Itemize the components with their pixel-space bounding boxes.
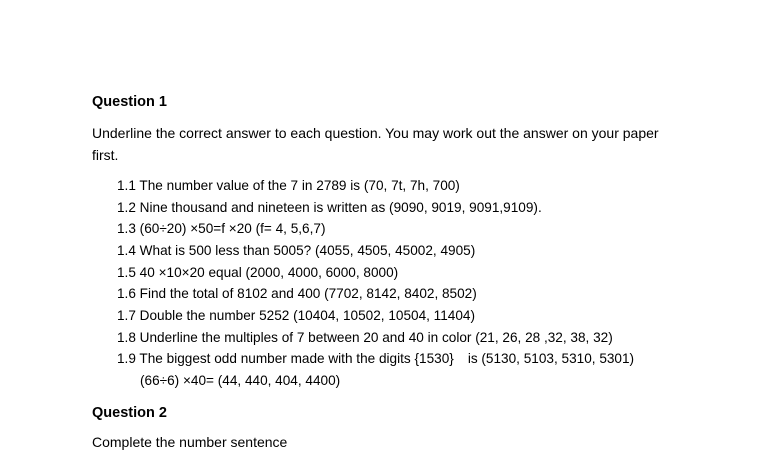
question-item-1-8: 1.8 Underline the multiples of 7 between 20 and 40 in color (21, 26, 28 ,32, 38, 32) bbox=[117, 330, 613, 345]
question-item-1-9-text: 1.9 The biggest odd number made with the digits {1530} bbox=[117, 351, 454, 366]
question-item-1-9 bbox=[117, 350, 634, 368]
question-2-heading: Question 2 bbox=[92, 405, 167, 421]
question-1-heading: Question 1 bbox=[92, 94, 167, 110]
question-item-1-6: 1.6 Find the total of 8102 and 400 (7702, 8142, 8402, 8502) bbox=[117, 286, 477, 301]
question-item-1-9-options: is (5130, 5103, 5310, 5301) bbox=[467, 351, 635, 366]
question-item-1-1: 1.1 The number value of the 7 in 2789 is (70, 7t, 7h, 700) bbox=[117, 178, 460, 193]
question-item-1-4: 1.4 What is 500 less than 5005? (4055, 4505, 45002, 4905) bbox=[117, 243, 476, 258]
question-item-1-9-continuation: (66÷6) ×40= (44, 440, 404, 4400) bbox=[140, 373, 341, 388]
question-2-instruction: Complete the number sentence bbox=[92, 434, 288, 450]
question-1-instruction: Underline the correct answer to each question. You may work out the answer on your paper first. bbox=[92, 125, 659, 163]
question-item-1-2: 1.2 Nine thousand and nineteen is written as (9090, 9019, 9091,9109). bbox=[117, 200, 542, 215]
question-item-1-7: 1.7 Double the number 5252 (10404, 10502, 10504, 11404) bbox=[117, 308, 475, 323]
question-item-1-3: 1.3 (60÷20) ×50=f ×20 (f= 4, 5,6,7) bbox=[117, 221, 326, 236]
question-item-1-5: 1.5 40 ×10×20 equal (2000, 4000, 6000, 8000) bbox=[117, 265, 399, 280]
